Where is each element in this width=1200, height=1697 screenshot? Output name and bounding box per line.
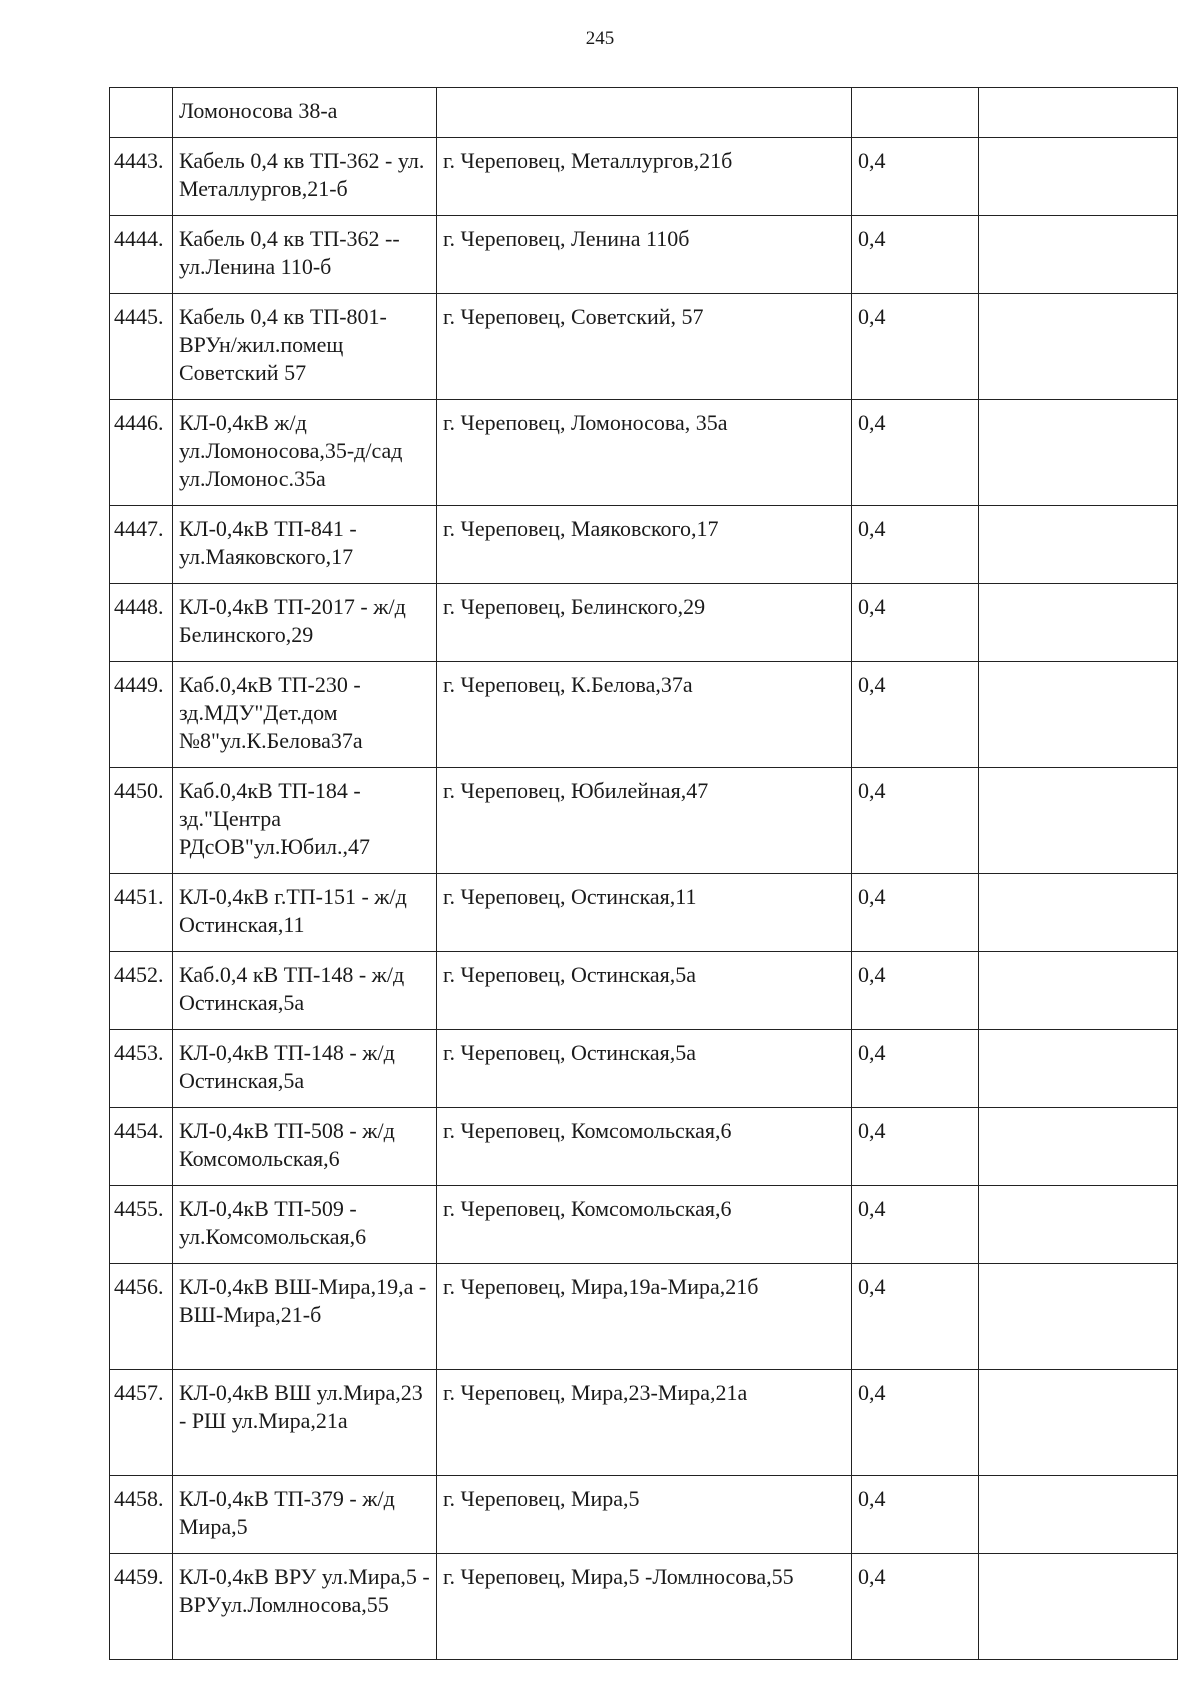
object-address: г. Череповец, Мира,23-Мира,21а [437, 1370, 852, 1476]
object-name: Каб.0,4кВ ТП-230 - зд.МДУ"Дет.дом №8"ул.К.Белова37а [173, 662, 437, 768]
extra-cell [979, 1554, 1178, 1660]
row-number: 4445. [110, 294, 173, 400]
object-address: г. Череповец, Ломоносова, 35а [437, 400, 852, 506]
object-address: г. Череповец, К.Белова,37а [437, 662, 852, 768]
row-number: 4447. [110, 506, 173, 584]
voltage-value: 0,4 [852, 138, 979, 216]
row-number: 4451. [110, 874, 173, 952]
row-number: 4448. [110, 584, 173, 662]
row-number [110, 88, 173, 138]
row-number: 4452. [110, 952, 173, 1030]
object-name: Ломоносова 38-а [173, 88, 437, 138]
voltage-value: 0,4 [852, 1030, 979, 1108]
voltage-value [852, 88, 979, 138]
object-name: Кабель 0,4 кв ТП-362 - ул. Металлургов,21-б [173, 138, 437, 216]
extra-cell [979, 400, 1178, 506]
object-name: КЛ-0,4кВ ВШ ул.Мира,23 - РШ ул.Мира,21а [173, 1370, 437, 1476]
row-number: 4459. [110, 1554, 173, 1660]
object-address: г. Череповец, Юбилейная,47 [437, 768, 852, 874]
table-row [110, 768, 1178, 874]
object-address: г. Череповец, Остинская,5а [437, 952, 852, 1030]
table-row [110, 1186, 1178, 1264]
row-number: 4458. [110, 1476, 173, 1554]
object-address: г. Череповец, Ленина 110б [437, 216, 852, 294]
object-name: Каб.0,4кВ ТП-184 - зд."Центра РДсОВ"ул.Юбил.,47 [173, 768, 437, 874]
table-row [110, 216, 1178, 294]
object-address [437, 88, 852, 138]
row-number: 4444. [110, 216, 173, 294]
table-row [110, 584, 1178, 662]
voltage-value: 0,4 [852, 952, 979, 1030]
table-row [110, 138, 1178, 216]
page-number: 245 [585, 28, 615, 49]
extra-cell [979, 1370, 1178, 1476]
table-row [110, 400, 1178, 506]
object-name: КЛ-0,4кВ ТП-379 - ж/д Мира,5 [173, 1476, 437, 1554]
row-number: 4455. [110, 1186, 173, 1264]
voltage-value: 0,4 [852, 1264, 979, 1370]
extra-cell [979, 506, 1178, 584]
table-row [110, 1370, 1178, 1476]
row-number: 4453. [110, 1030, 173, 1108]
object-name: КЛ-0,4кВ ВШ-Мира,19,а - ВШ-Мира,21-б [173, 1264, 437, 1370]
object-address: г. Череповец, Маяковского,17 [437, 506, 852, 584]
extra-cell [979, 1476, 1178, 1554]
object-address: г. Череповец, Мира,5 -Ломлносова,55 [437, 1554, 852, 1660]
voltage-value: 0,4 [852, 662, 979, 768]
object-name: Кабель 0,4 кв ТП-801- ВРУн/жил.помещ Советский 57 [173, 294, 437, 400]
voltage-value: 0,4 [852, 216, 979, 294]
object-name: КЛ-0,4кВ ТП-841 - ул.Маяковского,17 [173, 506, 437, 584]
extra-cell [979, 874, 1178, 952]
table-row [110, 506, 1178, 584]
object-name: Кабель 0,4 кв ТП-362 -- ул.Ленина 110-б [173, 216, 437, 294]
voltage-value: 0,4 [852, 294, 979, 400]
object-address: г. Череповец, Комсомольская,6 [437, 1108, 852, 1186]
table-row [110, 874, 1178, 952]
row-number: 4456. [110, 1264, 173, 1370]
row-number: 4454. [110, 1108, 173, 1186]
object-address: г. Череповец, Мира,5 [437, 1476, 852, 1554]
object-name: КЛ-0,4кВ ТП-2017 - ж/д Белинского,29 [173, 584, 437, 662]
extra-cell [979, 88, 1178, 138]
object-address: г. Череповец, Остинская,5а [437, 1030, 852, 1108]
extra-cell [979, 768, 1178, 874]
object-name: КЛ-0,4кВ ТП-148 - ж/д Остинская,5а [173, 1030, 437, 1108]
object-address: г. Череповец, Комсомольская,6 [437, 1186, 852, 1264]
voltage-value: 0,4 [852, 1186, 979, 1264]
row-number: 4443. [110, 138, 173, 216]
extra-cell [979, 1186, 1178, 1264]
table-row [110, 1264, 1178, 1370]
voltage-value: 0,4 [852, 400, 979, 506]
table-row [110, 294, 1178, 400]
voltage-value: 0,4 [852, 1476, 979, 1554]
object-name: КЛ-0,4кВ ТП-509 - ул.Комсомольская,6 [173, 1186, 437, 1264]
extra-cell [979, 1108, 1178, 1186]
object-name: КЛ-0,4кВ ТП-508 - ж/д Комсомольская,6 [173, 1108, 437, 1186]
voltage-value: 0,4 [852, 768, 979, 874]
object-address: г. Череповец, Остинская,11 [437, 874, 852, 952]
table-row [110, 952, 1178, 1030]
object-name: КЛ-0,4кВ ж/д ул.Ломоносова,35-д/сад ул.Ломонос.35а [173, 400, 437, 506]
object-address: г. Череповец, Металлургов,21б [437, 138, 852, 216]
extra-cell [979, 1264, 1178, 1370]
extra-cell [979, 138, 1178, 216]
table-row [110, 88, 1178, 138]
voltage-value: 0,4 [852, 1554, 979, 1660]
row-number: 4457. [110, 1370, 173, 1476]
extra-cell [979, 216, 1178, 294]
object-address: г. Череповец, Советский, 57 [437, 294, 852, 400]
row-number: 4450. [110, 768, 173, 874]
object-name: Каб.0,4 кВ ТП-148 - ж/д Остинская,5а [173, 952, 437, 1030]
voltage-value: 0,4 [852, 1370, 979, 1476]
table-row [110, 662, 1178, 768]
extra-cell [979, 1030, 1178, 1108]
extra-cell [979, 662, 1178, 768]
table-row [110, 1030, 1178, 1108]
table-row [110, 1554, 1178, 1660]
extra-cell [979, 952, 1178, 1030]
table-row [110, 1476, 1178, 1554]
object-address: г. Череповец, Мира,19а-Мира,21б [437, 1264, 852, 1370]
voltage-value: 0,4 [852, 874, 979, 952]
voltage-value: 0,4 [852, 506, 979, 584]
object-address: г. Череповец, Белинского,29 [437, 584, 852, 662]
extra-cell [979, 294, 1178, 400]
voltage-value: 0,4 [852, 1108, 979, 1186]
table-row [110, 1108, 1178, 1186]
voltage-value: 0,4 [852, 584, 979, 662]
extra-cell [979, 584, 1178, 662]
registry-table [109, 87, 1178, 1660]
row-number: 4449. [110, 662, 173, 768]
row-number: 4446. [110, 400, 173, 506]
object-name: КЛ-0,4кВ ВРУ ул.Мира,5 - ВРУул.Ломлносова,55 [173, 1554, 437, 1660]
object-name: КЛ-0,4кВ г.ТП-151 - ж/д Остинская,11 [173, 874, 437, 952]
